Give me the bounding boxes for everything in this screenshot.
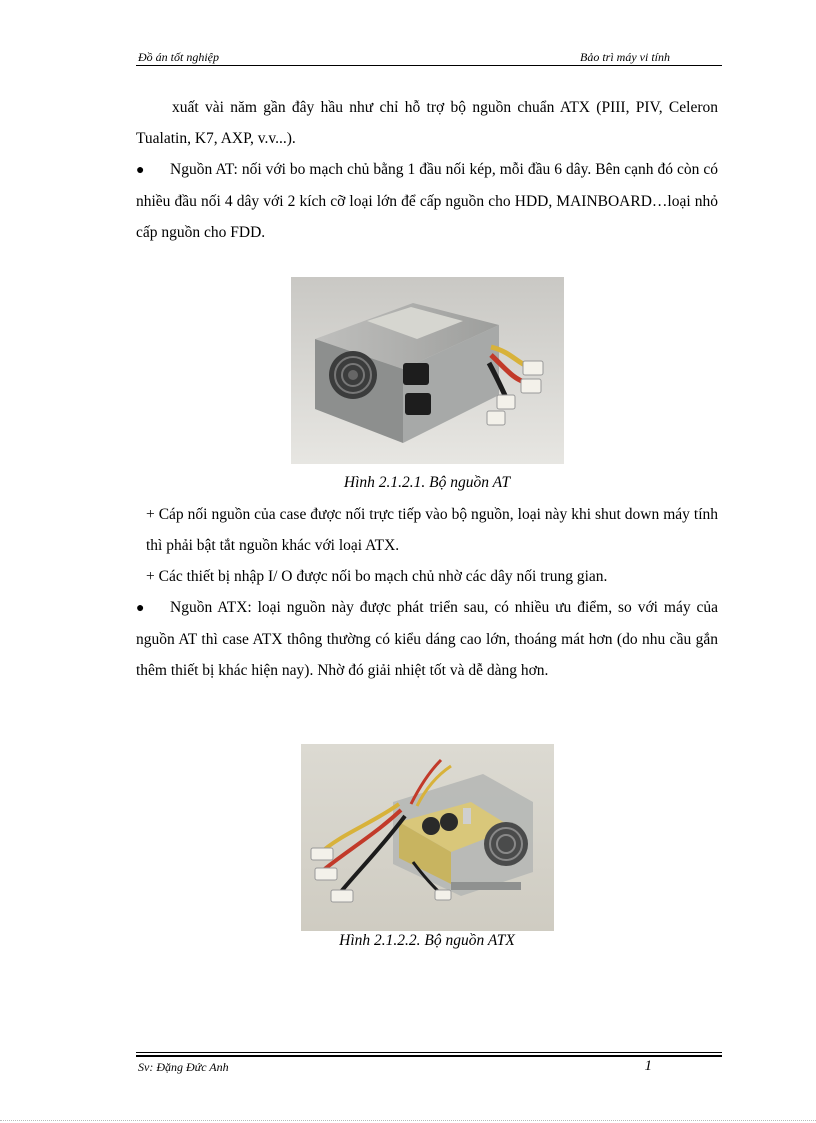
paragraph-at-text: Nguồn AT: nối với bo mạch chủ bằng 1 đầu nối kép, mỗi đầu 6 dây. Bên cạnh đó còn có nhiều đầu nối 4 dây với 2 kích cỡ loại lớn để cấp nguồn cho HDD, MAINBOARD…loại nhỏ cấp nguồn cho FDD. <box>136 161 718 241</box>
bullet-icon: ● <box>136 601 145 616</box>
paragraph-atx-text: Nguồn ATX: loại nguồn này được phát triển sau, có nhiều ưu điểm, so với máy của nguồn AT thì case ATX thông thường có kiểu dáng cao lớn, thoáng mát hơn (do nhu cầu gắn thêm thiết bị khác hiện nay). Nhờ đó giải nhiệt tốt và dễ dàng hơn. <box>136 599 718 679</box>
footer-rule-thick <box>136 1055 722 1057</box>
header-left-title: Đồ án tốt nghiệp <box>138 50 219 64</box>
at-power-supply-illustration <box>291 277 564 464</box>
paragraph-at-cable: + Cáp nối nguồn của case được nối trực tiếp vào bộ nguồn, loại này khi shut down máy tính thì phải bật tắt nguồn khác với loại ATX. <box>146 506 718 554</box>
paragraph-block-2 <box>136 499 718 686</box>
paragraph-at-bullet <box>136 154 718 248</box>
header-rule <box>136 65 722 66</box>
paragraph-block-1 <box>136 92 718 248</box>
page-header <box>136 48 722 68</box>
header-right-title: Bảo trì máy vi tính <box>580 50 670 64</box>
paragraph-continuation: xuất vài năm gần đây hầu như chỉ hỗ trợ bộ nguồn chuẩn ATX (PIII, PIV, Celeron Tualatin, K7, AXP, v.v...). <box>136 99 718 147</box>
atx-power-supply-illustration <box>301 744 554 931</box>
footer-author: Sv: Đặng Đức Anh <box>138 1060 229 1074</box>
atx-power-supply-image <box>301 744 554 931</box>
page-footer <box>136 1050 722 1080</box>
paragraph-atx-bullet <box>136 592 718 686</box>
footer-rule-thin <box>136 1052 722 1053</box>
page-number: 1 <box>644 1058 652 1074</box>
paragraph-at-io: + Các thiết bị nhập I/ O được nối bo mạch chủ nhờ các dây nối trung gian. <box>146 568 608 585</box>
page-bottom-edge <box>0 1120 816 1121</box>
figure-1-caption: Hình 2.1.2.1. Bộ nguồn AT <box>343 474 511 491</box>
at-power-supply-image <box>291 277 564 464</box>
bullet-icon: ● <box>136 163 145 178</box>
figure-2-caption: Hình 2.1.2.2. Bộ nguồn ATX <box>339 932 515 949</box>
